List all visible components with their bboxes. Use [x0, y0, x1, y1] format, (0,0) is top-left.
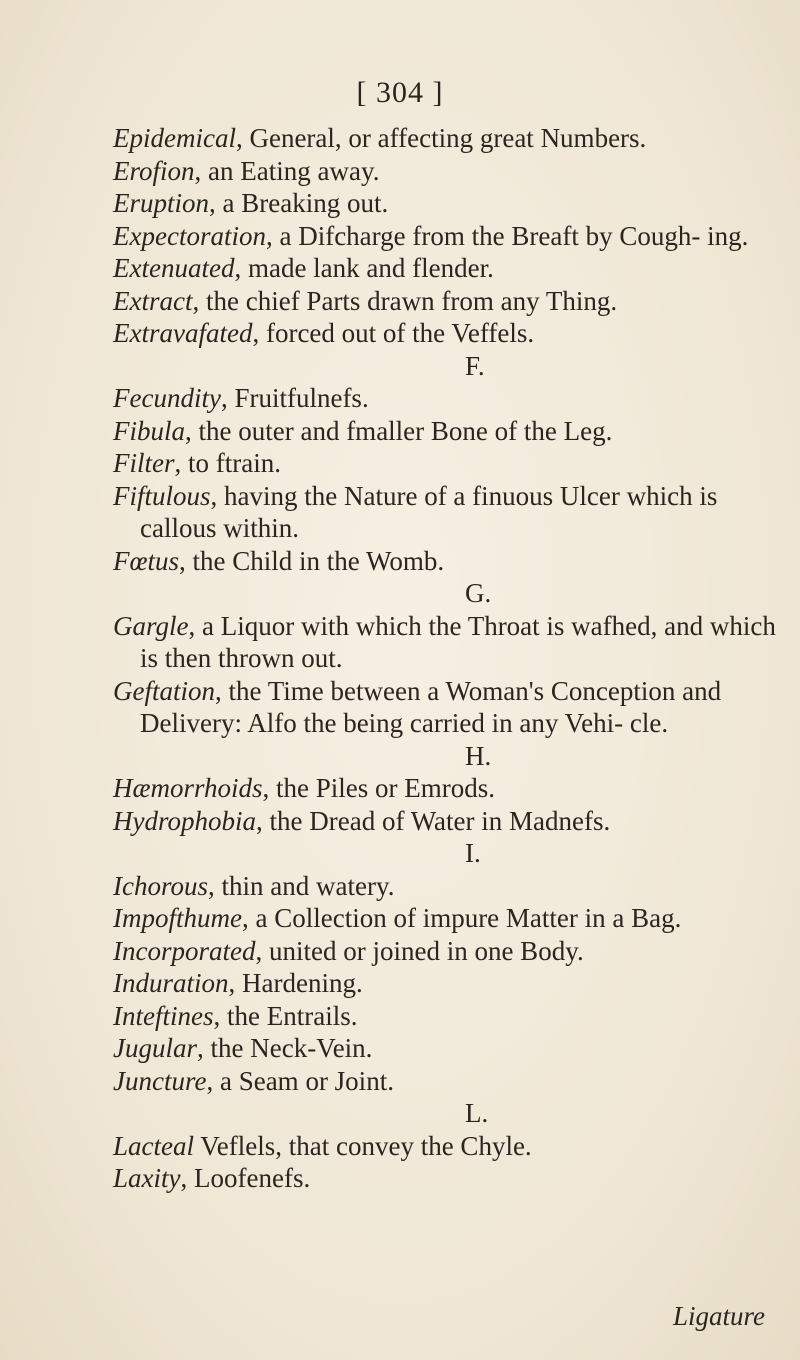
glossary-entry: Fecundity, Fruitfulnefs. [113, 383, 369, 413]
glossary-entry: Hæmorrhoids, the Piles or Emrods. [113, 773, 496, 803]
glossary-entry: Hydrophobia, the Dread of Water in Madnefs. [113, 805, 611, 836]
glossary-entry: Incorporated, united or joined in one Body. [113, 935, 584, 966]
entry-term: Juncture [113, 1065, 207, 1096]
entry-definition: the Neck-Vein. [210, 1033, 373, 1063]
entry-term: Geftation [113, 675, 215, 706]
entry-definition: the Entrails. [226, 1000, 358, 1031]
glossary-entry: Ichorous, thin and watery. [113, 870, 395, 901]
entry-term: Ichorous [113, 870, 208, 901]
entry-term: Fiftulous [113, 480, 211, 511]
entry-definition: thin and watery. [221, 870, 395, 901]
glossary-entry: Fibula, the outer and fmaller Bone of the Leg. [113, 415, 613, 446]
entry-term: Gargle [113, 610, 189, 641]
entry-term: Extravafated [113, 318, 253, 348]
entry-term: Lacteal [113, 1130, 194, 1161]
entry-definition: the Dread of Water in Madnefs. [269, 805, 611, 836]
glossary-entry: Geftation, the Time between a Woman's Conception and Delivery: Alfo the being carried in any Vehi- cle. [113, 675, 722, 738]
entry-term: Hæmorrhoids [113, 773, 263, 803]
glossary-entry: Extract, the chief Parts drawn from any Thing. [113, 285, 618, 316]
glossary-entry: Fœtus, the Child in the Womb. [113, 545, 445, 576]
entry-definition: Veflels, that convey the Chyle. [200, 1130, 532, 1161]
glossary-entry: Jugular, the Neck-Vein. [113, 1033, 373, 1063]
entry-definition: Loofenefs. [194, 1163, 311, 1193]
glossary-entry: Filter, to ftrain. [113, 448, 281, 478]
entry-definition: an Eating away. [208, 155, 380, 186]
entry-term: Eruption [113, 188, 210, 218]
catchword: Ligature [673, 1301, 766, 1331]
glossary-entry: Extenuated, made lank and flender. [113, 253, 494, 283]
entry-term: Expectoration [113, 220, 266, 251]
entry-term: Inteftines [113, 1000, 214, 1031]
entry-term: Induration [113, 968, 229, 998]
entry-term: Impofthume [113, 903, 242, 933]
entry-definition: the Piles or Emrods. [276, 773, 496, 803]
glossary-entry: Impofthume, a Collection of impure Matter in a Bag. [113, 903, 682, 933]
entry-definition: a Breaking out. [222, 188, 389, 218]
page-number: [ 304 ] [356, 76, 444, 109]
entry-definition: forced out of the Veffels. [265, 318, 535, 348]
glossary-entry: Expectoration, a Difcharge from the Breaft by Cough- ing. [113, 220, 749, 251]
entry-definition: a Difcharge from the Breaft by Cough- ing. [279, 220, 749, 251]
entry-term: Erofion [113, 155, 195, 186]
entry-term: Epidemical [113, 123, 236, 153]
entry-definition: a Collection of impure Matter in a Bag. [255, 903, 682, 933]
glossary-entry: Induration, Hardening. [113, 968, 363, 998]
entry-definition: a Seam or Joint. [219, 1065, 394, 1096]
section-letter: G. [465, 578, 492, 608]
glossary-entry: Laxity, Loofenefs. [113, 1163, 311, 1193]
section-letter: L. [465, 1098, 489, 1128]
entry-term: Laxity [113, 1163, 181, 1193]
glossary-entry: Inteftines, the Entrails. [113, 1000, 358, 1031]
glossary-entries [113, 122, 793, 1195]
glossary-entry: Epidemical, General, or affecting great Numbers. [113, 123, 647, 153]
glossary-entry: Erofion, an Eating away. [113, 155, 380, 186]
entry-term: Jugular [113, 1033, 197, 1063]
glossary-entry [113, 1130, 793, 1163]
entry-definition: General, or affecting great Numbers. [249, 123, 647, 153]
entry-definition: the outer and fmaller Bone of the Leg. [198, 415, 613, 446]
entry-definition: the chief Parts drawn from any Thing. [205, 285, 618, 316]
entry-definition: united or joined in one Body. [268, 935, 584, 966]
entry-definition: Hardening. [242, 968, 363, 998]
glossary-entry: Fiftulous, having the Nature of a finuous Ulcer which is callous within. [113, 480, 718, 543]
entry-definition: Fruitfulnefs. [234, 383, 369, 413]
entry-term: Hydrophobia [113, 805, 256, 836]
entry-definition: a Liquor with which the Throat is wafhed, and which is then thrown out. [140, 610, 776, 673]
section-letter: H. [465, 740, 492, 771]
section-letter: F. [465, 350, 485, 381]
glossary-entry: Juncture, a Seam or Joint. [113, 1065, 394, 1096]
glossary-entry: Eruption, a Breaking out. [113, 188, 389, 218]
entry-term: Extract [113, 285, 193, 316]
entry-definition: the Child in the Womb. [192, 545, 445, 576]
entry-definition: having the Nature of a finuous Ulcer which is callous within. [140, 480, 718, 543]
section-letter: I. [465, 838, 481, 868]
entry-definition: the Time between a Woman's Conception and Delivery: Alfo the being carried in any Vehi- cle. [140, 675, 722, 738]
entry-term: Fecundity [113, 383, 221, 413]
entry-term: Fibula [113, 415, 185, 446]
glossary-entry: Gargle, a Liquor with which the Throat is wafhed, and which is then thrown out. [113, 610, 776, 673]
entry-term: Filter [113, 448, 175, 478]
entry-definition: to ftrain. [188, 448, 281, 478]
entry-definition: made lank and flender. [247, 253, 494, 283]
entry-term: Extenuated [113, 253, 235, 283]
entry-term: Incorporated [113, 935, 256, 966]
glossary-entry: Extravafated, forced out of the Veffels. [113, 318, 535, 348]
entry-term: Fœtus [113, 545, 180, 576]
